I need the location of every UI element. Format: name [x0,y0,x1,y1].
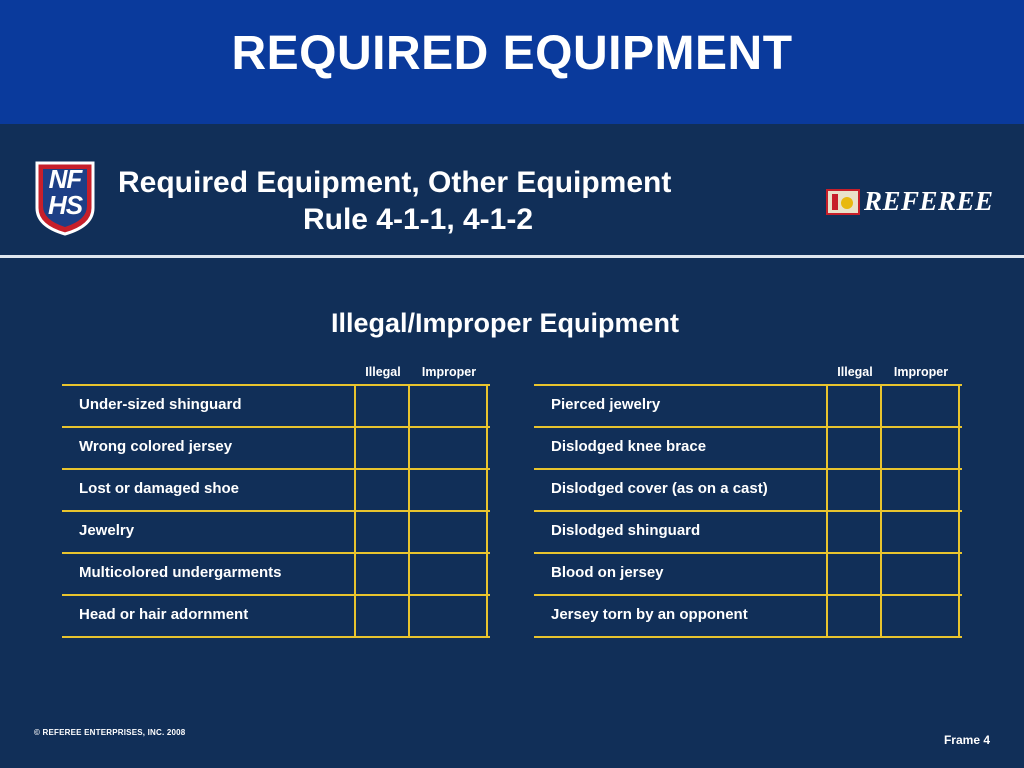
illegal-cell [826,470,880,510]
table-row [62,386,490,428]
illegal-cell [354,428,408,468]
improper-cell [880,470,960,510]
table-row [534,554,962,596]
table-row [534,428,962,470]
nfhs-logo-letters [34,166,96,218]
table-row [62,428,490,470]
table-rows [534,384,962,638]
title-banner [0,0,1024,124]
illegal-cell [826,596,880,636]
improper-cell [408,512,488,552]
improper-cell [408,596,488,636]
equipment-item-label: Dislodged knee brace [551,438,707,455]
table-row [62,470,490,512]
referee-logo-text: REFEREE [864,186,994,216]
equipment-item-label: Jewelry [79,522,135,539]
table-rows [62,384,490,638]
column-header-illegal: Illegal [365,365,401,379]
table-row [534,386,962,428]
header-rule-reference: Rule 4-1-1, 4-1-2 [302,203,534,236]
referee-logo-icon [826,189,860,215]
equipment-item-label: Multicolored undergarments [79,564,282,581]
nfhs-logo-row1: NF [48,164,82,194]
column-header-improper: Improper [893,365,949,379]
improper-cell [880,596,960,636]
frame-number: Frame 4 [943,733,990,747]
illegal-cell [354,596,408,636]
equipment-item-label: Dislodged cover (as on a cast) [551,480,768,497]
equipment-item-label: Wrong colored jersey [79,438,233,455]
improper-cell [408,470,488,510]
illegal-cell [354,470,408,510]
improper-cell [880,554,960,594]
improper-cell [880,512,960,552]
table-row [534,512,962,554]
section-title: Illegal/Improper Equipment [330,308,680,338]
equipment-item-label: Head or hair adornment [79,606,249,623]
header-divider [0,255,1024,258]
equipment-item-label: Lost or damaged shoe [79,480,240,497]
improper-cell [408,554,488,594]
illegal-cell [354,554,408,594]
nfhs-logo-row2: HS [47,190,83,220]
illegal-cell [354,512,408,552]
equipment-item-label: Under-sized shinguard [79,396,242,413]
table-header [62,360,490,384]
table-row [62,596,490,638]
equipment-item-label: Blood on jersey [551,564,664,581]
table-row [534,596,962,638]
table-row [534,470,962,512]
header-heading: Required Equipment, Other Equipment [118,166,672,199]
illegal-cell [826,428,880,468]
illegal-cell [354,386,408,426]
improper-cell [880,428,960,468]
table-row [62,554,490,596]
illegal-cell [826,554,880,594]
equipment-item-label: Jersey torn by an opponent [551,606,748,623]
slide-title: REQUIRED EQUIPMENT [231,27,793,80]
table-header [534,360,962,384]
table-row [62,512,490,554]
equipment-item-label: Dislodged shinguard [551,522,701,539]
column-header-improper: Improper [421,365,477,379]
equipment-table-right [534,360,962,638]
copyright-notice: © REFEREE ENTERPRISES, INC. 2008 [34,728,186,737]
illegal-cell [826,512,880,552]
equipment-item-label: Pierced jewelry [551,396,661,413]
improper-cell [408,386,488,426]
equipment-table-left [62,360,490,638]
column-header-illegal: Illegal [837,365,873,379]
improper-cell [880,386,960,426]
improper-cell [408,428,488,468]
illegal-cell [826,386,880,426]
